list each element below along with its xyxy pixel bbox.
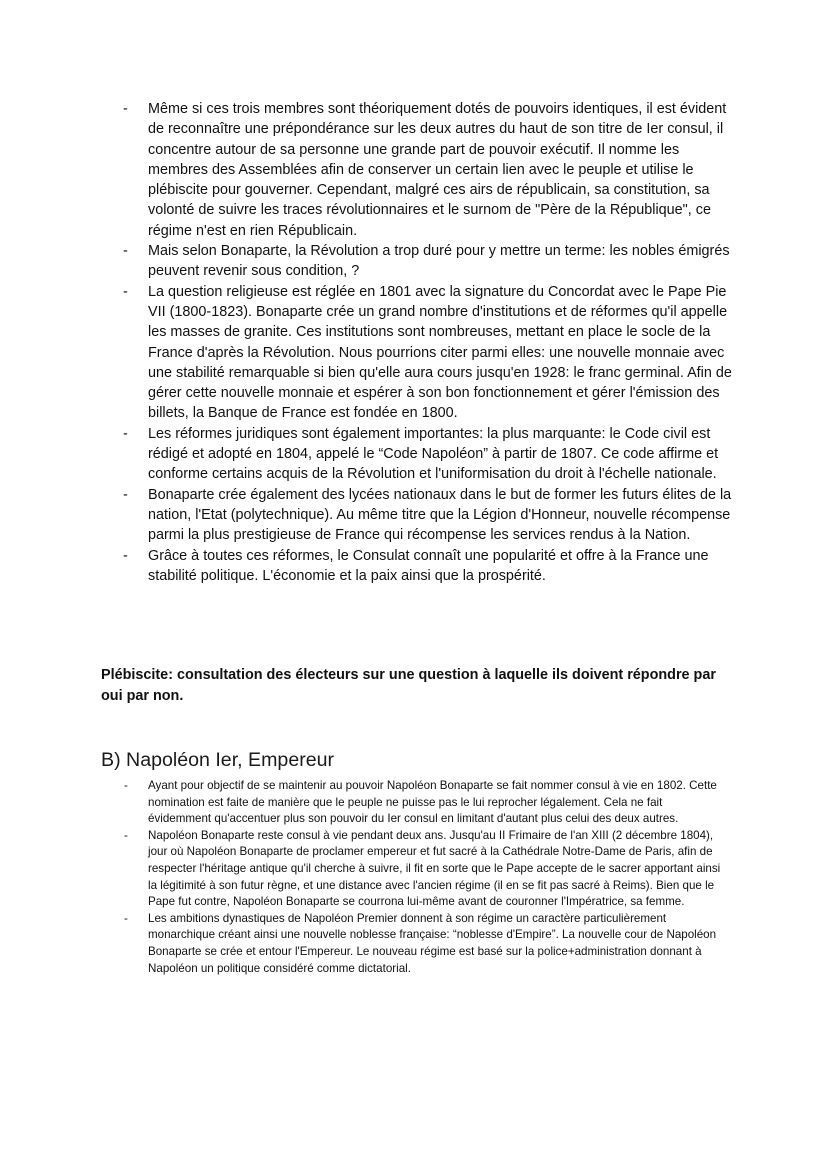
list-item-text: Grâce à toutes ces réformes, le Consulat connaît une popularité et offre à la France une stabilité politique. L'économie et la paix ainsi que la prospérité. [148, 547, 709, 584]
list-item-text: Mais selon Bonaparte, la Révolution a trop duré pour y mettre un terme: les nobles émigrés peuvent revenir sous condition, ? [148, 243, 730, 280]
list-item [123, 424, 738, 485]
bullet-dash: - [123, 425, 128, 442]
list-item [123, 485, 738, 546]
list-item [124, 911, 726, 977]
list-item [124, 778, 726, 828]
bullet-dash: - [123, 243, 128, 260]
bullet-dash: - [124, 828, 128, 842]
list-item [123, 99, 738, 241]
list-item [123, 282, 738, 424]
list-item [123, 546, 738, 587]
section-heading: B) Napoléon Ier, Empereur [101, 749, 335, 771]
bullet-dash: - [124, 779, 128, 792]
list-item-text: Bonaparte crée également des lycées nationaux dans le but de former les futurs élites de la nation, l'Etat (polytechnique). Au même titre que la Légion d'Honneur, nouvelle récompense parmi la plus prestigieuse de France qui récompense les services rendus à la Nation. [148, 486, 732, 544]
bullet-dash: - [124, 911, 128, 925]
list-item-text: Ayant pour objectif de se maintenir au pouvoir Napoléon Bonaparte se fait nommer consul à vie en 1802. Cette nomination est faite de manière que le peuple ne puisse pas le lui reprocher légalement. Cela ne fait évidemment qu'accentuer plus son pouvoir du Ier consul en limitant d'autant plus celui des deux autres. [148, 779, 717, 826]
list-item-text: Les réformes juridiques sont également importantes: la plus marquante: le Code civil est rédigé et adopté en 1804, appelé le “Code Napoléon” à partir de 1807. Ce code affirme et conforme certains acquis de la Révolution et l'uniformisation du droit à l'échelle nationale. [148, 425, 719, 483]
bullet-dash: - [123, 283, 128, 300]
section1-bullet-list [123, 99, 738, 586]
list-item-text: Même si ces trois membres sont théoriquement dotés de pouvoirs identiques, il est évident de reconnaître une prépondérance sur les deux autres du haut de son titre de Ier consul, il concentre autour de sa personne une grande part de pouvoir exécutif. Il nomme les membres des Assemblées afin de conserver un certain lien avec le peuple et utilise le plébiscite pour gouverner. Cependant, malgré ces airs de républicain, sa constitution, sa volonté de suivre les traces révolutionnaires et le surnom de "Père de la République", ce régime n'est en rien Républicain. [148, 101, 727, 239]
list-item [124, 828, 726, 911]
list-item [123, 241, 738, 282]
list-item-text: La question religieuse est réglée en 1801 avec la signature du Concordat avec le Pape Pie VII (1800-1823). Bonaparte crée un grand nombre d'institutions et de réformes qu'il appelle les masses de granite. Ces institutions sont nombreuses, mettant en place le socle de la France d'après la Révolution. Nous pourrions citer parmi elles: une nouvelle monnaie avec une stabilité remarquable si bien qu'elle aura cours jusqu'en 1928: le franc germinal. Afin de gérer cette nouvelle monnaie et espérer à son bon fonctionnement et gérer l'émission des billets, la Banque de France est fondée en 1800. [148, 283, 732, 422]
bullet-dash: - [123, 547, 128, 564]
section2-bullet-list [124, 778, 726, 977]
list-item-text: Les ambitions dynastiques de Napoléon Premier donnent à son régime un caractère particulièrement monarchique créant ainsi une nouvelle noblesse française: “noblesse d'Empire”. La nouvelle cour de Napoléon Bonaparte se crée et entour l'Empereur. Le nouveau régime est basé sur la police+administration donnant à Napoléon un politique considéré comme dictatorial. [148, 911, 717, 975]
bullet-dash: - [123, 486, 128, 503]
plebiscite-definition: Plébiscite: consultation des électeurs sur une question à laquelle ils doivent répondre par oui par non. [101, 667, 716, 704]
bullet-dash: - [123, 101, 128, 117]
list-item-text: Napoléon Bonaparte reste consul à vie pendant deux ans. Jusqu'au II Frimaire de l'an XIII (2 décembre 1804), jour où Napoléon Bonaparte de proclamer empereur et fut sacré à la Cathédrale Notre-Dame de Paris, afin de respecter l'héritage antique qu'il cherche à suivre, il fit en sorte que le Pape accepte de le sacrer apportant ainsi la légitimité à son futur règne, et une distance avec l'ancien régime (il en se fit pas sacré à Reims). Bien que le Pape fut contre, Napoléon Bonaparte se courrona lui-même avant de couronner l'Impératrice, sa femme. [148, 828, 721, 909]
